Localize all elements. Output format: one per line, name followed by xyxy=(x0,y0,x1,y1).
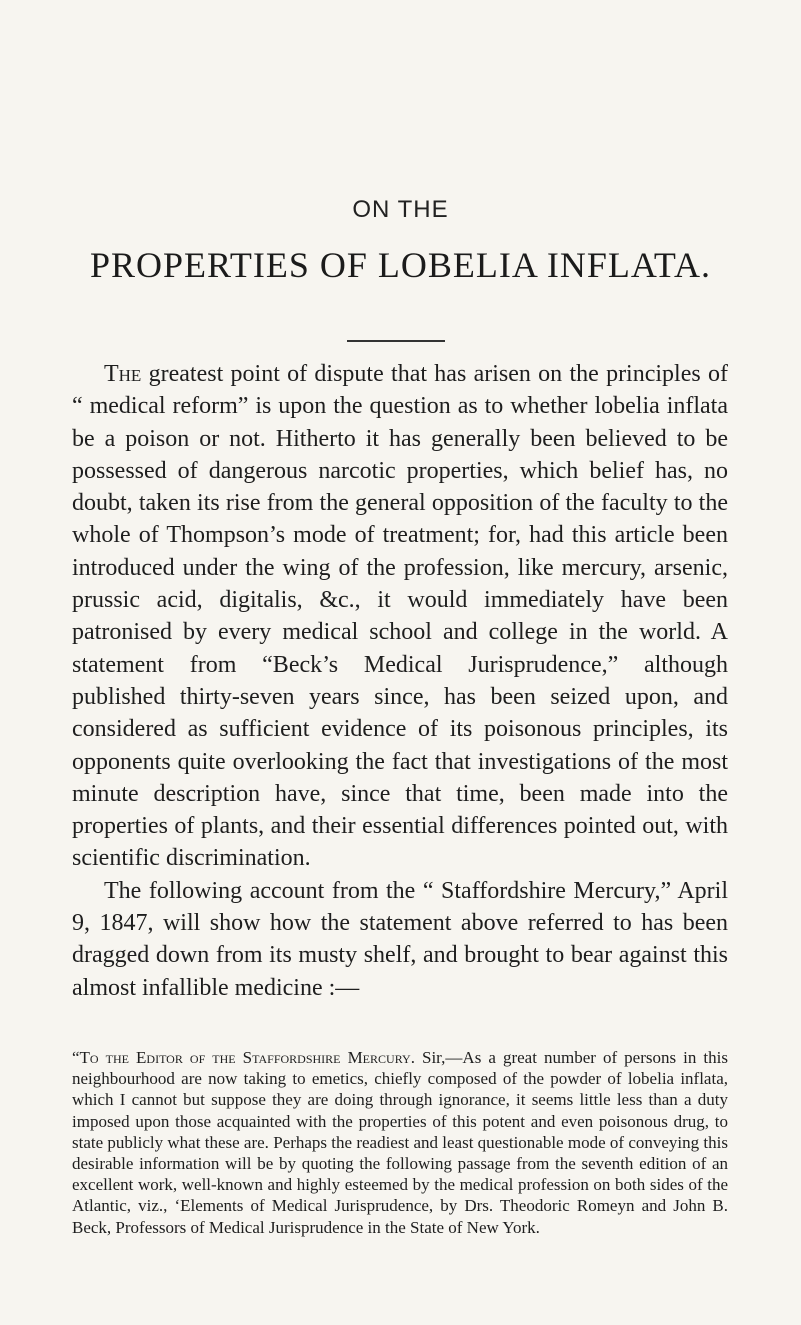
title-rule xyxy=(347,340,445,342)
paragraph-1 xyxy=(72,358,728,875)
paragraph-2: The following account from the “ Staffordshire Mercury,” April 9, 1847, will show how the statement above referred to has been dragged down from its musty shelf, and brought to bear against this almost infallible medicine :— xyxy=(72,877,728,1001)
quoted-letter xyxy=(72,1047,728,1238)
page-title: PROPERTIES OF LOBELIA INFLATA. xyxy=(90,245,711,285)
main-text xyxy=(72,358,728,1004)
quoted-letter-body: Sir,—As a great number of persons in this neighbourhood are now taking to emetics, chiefly composed of the powder of lobelia inflata, which I cannot but suppose they are doing through ignorance, it seems little less than a duty imposed upon those acquainted with the properties of this potent and even poisonous drug, to state publicly what these are. Perhaps the readiest and least questionable mode of conveying this desirable information will be by quoting the following passage from the seventh edition of an excellent work, well-known and highly esteemed by the medical profession on both sides of the Atlantic, viz., ‘Elements of Medical Jurisprudence, by Drs. Theodoric Romeyn and John B. Beck, Professors of Medical Jurisprudence in the State of New York. xyxy=(72,1048,728,1237)
quoted-letter-paragraph xyxy=(72,1047,728,1238)
quoted-letter-heading: “To the Editor of the Staffordshire Mercury. xyxy=(72,1048,415,1067)
paragraph-1-lead: The xyxy=(104,361,142,387)
paragraph-1-body: greatest point of dispute that has arisen on the principles of “ medical reform” is upon the question as to whether lobelia inflata be a poison or not. Hitherto it has generally been believed to be possessed of dangerous narcotic properties, which belief has, no doubt, taken its rise from the general opposition of the faculty to the whole of Thompson’s mode of treatment; for, had this article been introduced under the wing of the profession, like mercury, arsenic, prussic acid, digitalis, &c., it would immediately have been patronised by every medical school and college in the world. A statement from “Beck’s Medical Jurisprudence,” although published thirty-seven years since, has been seized upon, and considered as sufficient evidence of its poisonous principles, its opponents quite overlooking the fact that investigations of the most minute description have, since that time, been made into the properties of plants, and their essential differences pointed out, with scientific discrimination. xyxy=(72,361,728,872)
heading-on-the: ON THE xyxy=(352,196,449,223)
